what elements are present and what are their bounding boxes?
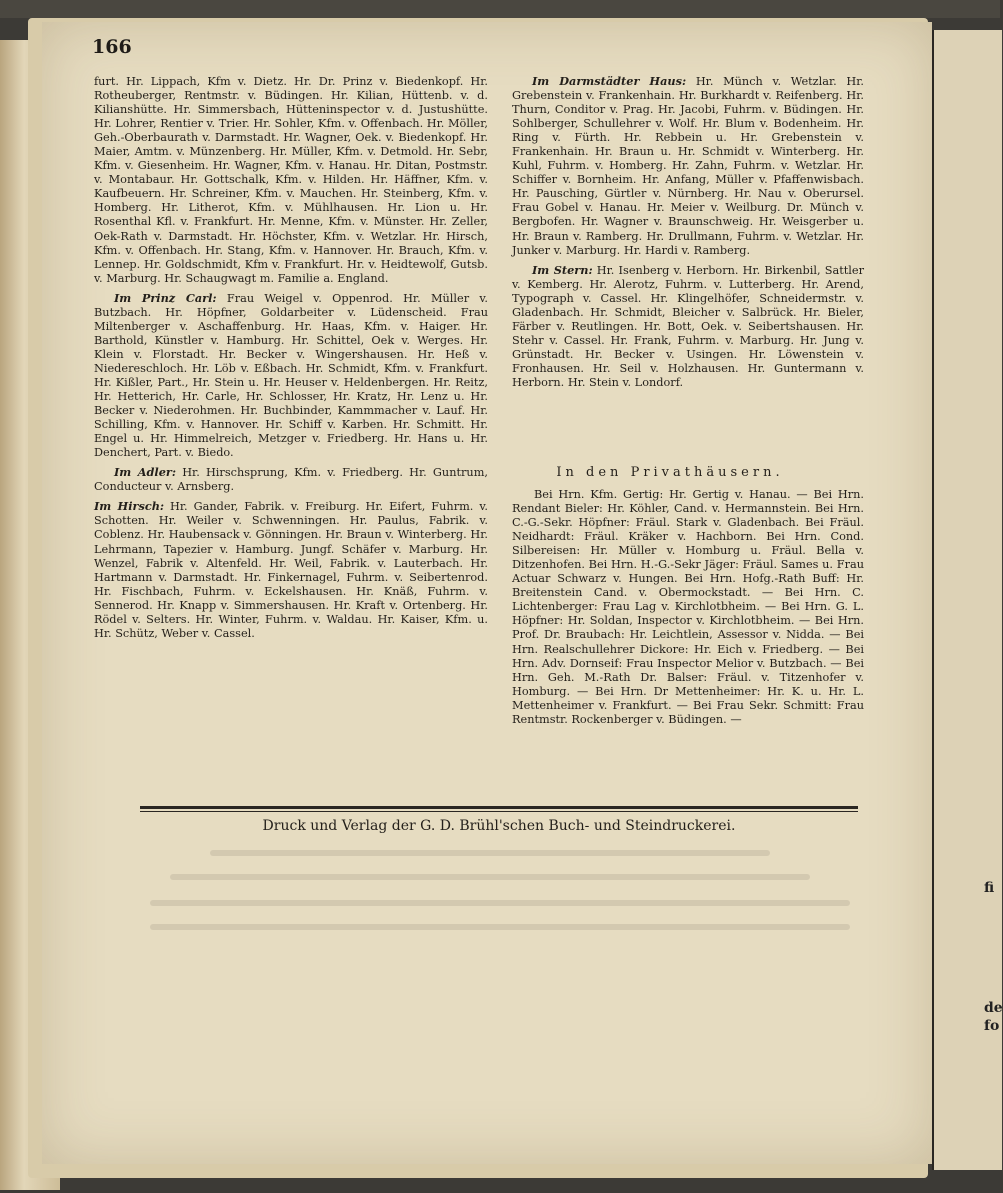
entry-block [94, 74, 488, 286]
right-column [512, 74, 864, 395]
facing-page-fragment: fo [984, 1018, 1000, 1034]
entry-head: Im Prinz Carl: [114, 290, 217, 305]
entry-head: Im Darmstädter Haus: [532, 74, 687, 88]
entry-block [94, 499, 488, 640]
entry-head: Im Hirsch: [94, 499, 165, 514]
entry-text: Hr. Hirschsprung, Kfm. v. Friedberg. Hr. Guntrum, Conducteur v. Arnsberg. [94, 466, 488, 494]
entry-text: Frau Weigel v. Oppenrod. Hr. Müller v. Butzbach. Hr. Höpfner, Goldarbeiter v. Lüdenscheid. Frau Miltenberger v. Aschaffenburg. Hr. Haas, Kfm. v. Haiger. Hr. Barthold, Künstler v. Hamburg. Hr. Schittel, Oek v. Werges. Hr. Klein v. Florstadt. Hr. Becker v. Wingershausen. Hr. Heß v. Niedereschloch. Hr. Löb v. Eßbach. Hr. Schmidt, Kfm. v. Frankfurt. Hr. Kißler, Part., Hr. Stein u. Hr. Heuser v. Heldenbergen. Hr. Reitz, Hr. Hetterich, Hr. Carle, Hr. Schlosser, Hr. Kratz, Hr. Lenz u. Hr. Becker v. Niederohmen. Hr. Buchbinder, Kammmacher v. Lauf. Hr. Schilling, Kfm. v. Hannover. Hr. Schiff v. Karben. Hr. Schmitt. Hr. Engel u. Hr. Himmelreich, Metzger v. Friedberg. Hr. Hans u. Hr. Denchert, Part. v. Biedo. [94, 291, 489, 460]
show-through-text [90, 840, 870, 960]
entry-text: Hr. Gander, Fabrik. v. Freiburg. Hr. Eifert, Fuhrm. v. Schotten. Hr. Weiler v. Schwenningen. Hr. Paulus, Fabrik. v. Coblenz. Hr. Haubensack v. Gönningen. Hr. Braun v. Winterberg. Hr. Lehrmann, Tapezier v. Hamburg. Jungf. Schäfer v. Marburg. Hr. Wenzel, Fabrik v. Altenfeld. Hr. Weil, Fabrik. v. Lauterbach. Hr. Hartmann v. Darmstadt. Hr. Finkernagel, Fuhrm. v. Seibertenrod. Hr. Fischbach, Fuhrm. v. Eckelshausen. Hr. Knäß, Fuhrm. v. Sennerod. Hr. Knapp v. Simmershausen. Hr. Kraft v. Ortenberg. Hr. Rödel v. Selters. Hr. Winter, Fuhrm. v. Waldau. Hr. Kaiser, Kfm. u. Hr. Schütz, Weber v. Cassel. [94, 500, 488, 640]
page-number: 166 [92, 36, 132, 58]
entry-text: furt. Hr. Lippach, Kfm v. Dietz. Hr. Dr. Prinz v. Biedenkopf. Hr. Rotheuberger, Rentmstr. v. Büdingen. Hr. Kilian, Hüttenb. v. d. Kilianshütte. Hr. Simmersbach, Hütteninspector v. d. Justushütte. Hr. Lohrer, Rentier v. Trier. Hr. Sohler, Kfm. v. Offenbach. Hr. Möller, Geh.-Oberbaurath v. Darmstadt. Hr. Wagner, Oek. v. Biedenkopf. Hr. Maier, Amtm. v. Münzenberg. Hr. Müller, Kfm. v. Detmold. Hr. Sebr, Kfm. v. Giesenheim. Hr. Wagner, Kfm. v. Hanau. Hr. Ditan, Postmstr. v. Montabaur. Hr. Gottschalk, Kfm. v. Hilden. Hr. Häffner, Kfm. v. Kaufbeuern. Hr. Schreiner, Kfm. v. Mauchen. Hr. Steinberg, Kfm. v. Homberg. Hr. Litherot, Kfm. v. Mühlhausen. Hr. Lion u. Hr. Rosenthal Kfl. v. Frankfurt. Hr. Menne, Kfm. v. Münster. Hr. Zeller, Oek-Rath v. Darmstadt. Hr. Höchster, Kfm. v. Wetzlar. Hr. Hirsch, Kfm. v. Offenbach. Hr. Stang, Kfm. v. Hannover. Hr. Brauch, Kfm. v. Lennep. Hr. Goldschmidt, Kfm v. Frankfurt. Hr. v. Heidtewolf, Gutsb. v. Marburg. Hr. Schaugwagt m. Familie a. England. [94, 75, 488, 285]
divider-rule [140, 806, 858, 809]
entry-text: Hr. Münch v. Wetzlar. Hr. Grebenstein v. Frankenhain. Hr. Burkhardt v. Reifenberg. Hr. Thurn, Conditor v. Prag. Hr. Jacobi, Fuhrm. v. Büdingen. Hr. Sohlberger, Schullehrer v. Wolf. Hr. Blum v. Bodenheim. Hr. Ring v. Fürth. Hr. Rebbein u. Hr. Grebenstein v. Frankenhain. Hr. Braun u. Hr. Schmidt v. Winterberg. Hr. Kuhl, Fuhrm. v. Homberg. Hr. Zahn, Fuhrm. v. Wetzlar. Hr. Schiffer v. Bornheim. Hr. Anfang, Müller v. Pfaffenwisbach. Hr. Pausching, Gürtler v. Nürnberg. Hr. Nau v. Oberursel. Frau Gobel v. Hanau. Hr. Meier v. Weilburg. Dr. Münch v. Bergbofen. Hr. Wagner v. Braunschweig. Hr. Weisgerber u. Hr. Braun v. Ramberg. Hr. Drullmann, Fuhrm. v. Wetzlar. Hr. Junker v. Marburg. Hr. Hardi v. Ramberg. [512, 75, 864, 257]
facing-page [932, 30, 1002, 1170]
left-column [94, 74, 488, 646]
facing-page-fragment: de [984, 1000, 1003, 1016]
entry-head: Im Stern: [532, 262, 593, 277]
entry-block [94, 291, 488, 461]
entry-head: Im Adler: [114, 465, 177, 480]
printer-imprint: Druck und Verlag der G. D. Brühl'schen Buch- und Steindruckerei. [262, 818, 736, 834]
entry-block [512, 263, 864, 390]
entry-text: Hr. Isenberg v. Herborn. Hr. Birkenbil, Sattler v. Kemberg. Hr. Alerotz, Fuhrm. v. Lutterberg. Hr. Arend, Typograph v. Cassel. Hr. Klingelhöfer, Schneidermstr. v. Gladenbach. Hr. Schmidt, Bleicher v. Salbrück. Hr. Bieler, Färber v. Reutlingen. Hr. Bott, Oek. v. Seibertshausen. Hr. Stehr v. Cassel. Hr. Frank, Fuhrm. v. Marburg. Hr. Jung v. Grünstadt. Hr. Becker v. Usingen. Hr. Löwenstein v. Fronhausen. Hr. Seil v. Holzhausen. Hr. Guntermann v. Herborn. Hr. Stein v. Londorf. [512, 263, 864, 389]
section-title: In den Privathäusern. [556, 465, 784, 480]
private-houses-text: Bei Hrn. Kfm. Gertig: Hr. Gertig v. Hanau. — Bei Hrn. Rendant Bieler: Hr. Köhler, Cand. v. Hermannstein. Bei Hrn. C.-G.-Sekr. Höpfner: Fräul. Stark v. Gladenbach. Bei Fräul. Neidhardt: Fräul. Kräker v. Hachborn. Bei Hrn. Cond. Silbereisen: Hr. Müller v. Homburg u. Fräul. Bella v. Ditzenhofen. Bei Hrn. H.-G.-Sekr Jäger: Fräul. Sames u. Frau Actuar Schwarz v. Hungen. Bei Hrn. Hofg.-Rath Buff: Hr. Breitenstein Cand. v. Obermockstadt. — Bei Hrn. C. Lichtenberger: Frau Lag v. Kirchlotbheim. — Bei Hrn. G. L. Höpfner: Hr. Soldan, Inspector v. Kirchlotbheim. — Bei Hrn. Prof. Dr. Braubach: Hr. Leichtlein, Assessor v. Nidda. — Bei Hrn. Realschullehrer Dickore: Hr. Eich v. Friedberg. — Bei Hrn. Adv. Dornseif: Frau Inspector Melior v. Butzbach. — Bei Hrn. Geh. M.-Rath Dr. Balser: Fräul. v. Titzenhofer v. Homburg. — Bei Hrn. Dr Mettenheimer: Hr. K. u. Hr. L. Mettenheimer v. Frankfurt. — Bei Frau Sekr. Schmitt: Frau Rentmstr. Rockenberger v. Büdingen. — [512, 488, 864, 726]
facing-page-fragment: fi [984, 880, 995, 896]
entry-block [512, 74, 864, 258]
entry-block [94, 465, 488, 494]
scan-background [0, 0, 1000, 18]
divider-rule-thin [140, 811, 858, 812]
